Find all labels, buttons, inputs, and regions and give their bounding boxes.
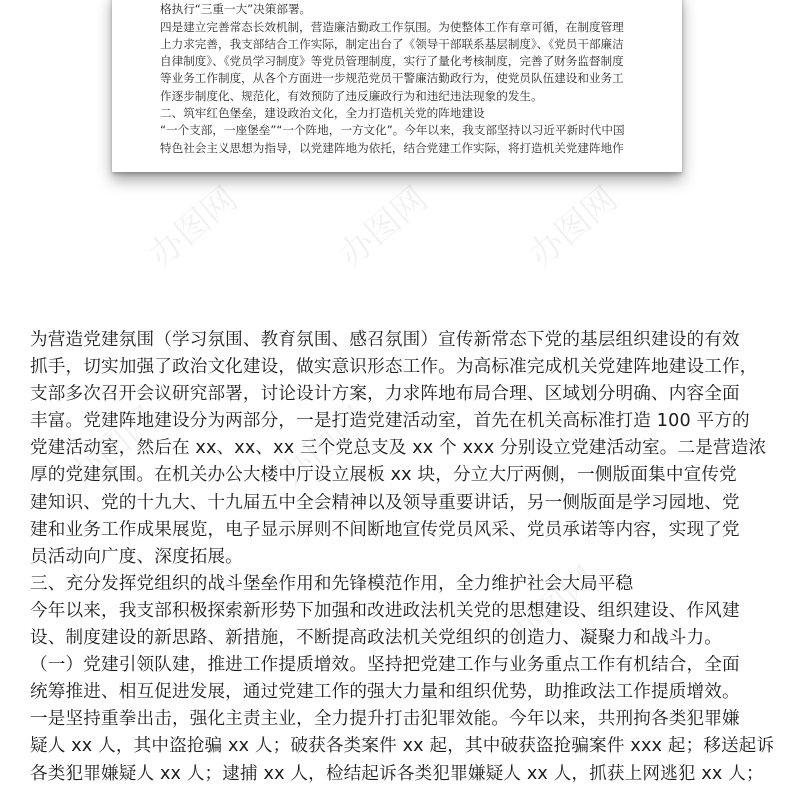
preview-line: 二、筑牢红色堡垒，建设政治文化，全力打造机关党的阵地建设 [160, 106, 485, 121]
preview-line: 四是建立完善常态长效机制，营造廉洁勤政工作氛围。为使整体工作有章可循，在制度管理 [160, 19, 624, 34]
watermark: 办图网 [61, 399, 166, 496]
preview-line: 作逐步制度化、规范化，有效预防了违反廉政行为和违纪违法现象的发生。 [160, 88, 543, 103]
watermark: 办图网 [271, 399, 376, 496]
body-line: 疑人 xx 人，其中盗抢骗 xx 人；破获各类案件 xx 起，其中破获盗抢骗案件 xxx 起；移送起诉 [30, 736, 775, 757]
preview-line: “一个支部，一座堡垒”“一个阵地，一方文化”。今年以来，我支部坚持以习近平新时代中国 [160, 123, 625, 138]
preview-line: 特色社会主义思想为指导，以党建阵地为依托，结合党建工作实际，将打造机关党建阵地作 [160, 140, 624, 155]
preview-line: 上力求完善，我支部结合工作实际，制定出台了《领导干部联系基层制度》、《党员干部廉洁 [160, 36, 624, 51]
body-line: 党建活动室，然后在 xx、xx、xx 三个党总支及 xx 个 xxx 分别设立党建活动室。二是营造浓 [30, 438, 767, 459]
body-line: 设、制度建设的新思路、新措施，不断提高政法机关党组织的创造力、凝聚力和战斗力。 [30, 628, 723, 649]
body-line: 统筹推进、相互促进发展，通过党建工作的强大力量和组织优势，助推政法工作提质增效。 [30, 682, 740, 703]
body-line: 员活动向广度、深度拓展。 [30, 546, 243, 567]
body-line: （一）党建引领队建，推进工作提质增效。坚持把党建工作与业务重点工作有机结合，全面 [30, 655, 740, 676]
document-body [30, 327, 775, 788]
watermark: 办图网 [141, 179, 246, 276]
body-line: 抓手，切实加强了政治文化建设，做实意识形态工作。为高标准完成机关党建阵地建设工作， [30, 357, 758, 378]
preview-line: 等业务工作制度，从各个方面进一步规范党员干警廉洁勤政行为，使党员队伍建设和业务工 [160, 71, 624, 86]
body-line: 一是坚持重拳出击，强化主责主业，全力提升打击犯罪效能。今年以来，共刑拘各类犯罪嫌 [30, 709, 740, 730]
body-line: 建和业务工作成果展览，电子显示屏则不间断地宣传党员风采、党员承诺等内容，实现了党 [30, 519, 740, 540]
body-line: 为营造党建氛围（学习氛围、教育氛围、感召氛围）宣传新常态下党的基层组织建设的有效 [30, 330, 740, 350]
body-line: 丰富。党建阵地建设分为两部分，一是打造党建活动室，首先在机关高标准打造 100 平方的 [30, 411, 750, 432]
watermark: 办图网 [331, 179, 436, 276]
body-line: 今年以来，我支部积极探索新形势下加强和改进政法机关党的思想建设、组织建设、作风建 [30, 600, 740, 621]
preview-line: 自律制度》、《党员学习制度》等党员管理制度，实行了量化考核制度，完善了财务监督制度 [160, 54, 624, 69]
body-line: 支部多次召开会议研究部署，讨论设计方案，力求阵地布局合理、区域划分明确、内容全面 [30, 384, 740, 405]
preview-text-block [160, 0, 650, 157]
body-line: 各类犯罪嫌疑人 xx 人；逮捕 xx 人，检结起诉各类犯罪嫌疑人 xx 人，抓获上网逃犯 xx 人； [30, 763, 764, 784]
watermark: 办图网 [501, 559, 606, 656]
watermark: 办图网 [521, 179, 626, 276]
body-line: 厚的党建氛围。在机关办公大楼中厅设立展板 xx 块，分立大厅两侧，一侧版面集中宣传党 [30, 465, 737, 486]
body-line: 建知识、党的十九大、十九届五中全会精神以及领导重要讲话，另一侧版面是学习园地、党 [30, 492, 740, 513]
document-preview-card [112, 0, 682, 172]
preview-line: 格执行“三重一大”决策部署。 [160, 2, 312, 17]
section-heading: 三、充分发挥党组织的战斗堡垒作用和先锋模范作用，全力维护社会大局平稳 [30, 573, 634, 594]
